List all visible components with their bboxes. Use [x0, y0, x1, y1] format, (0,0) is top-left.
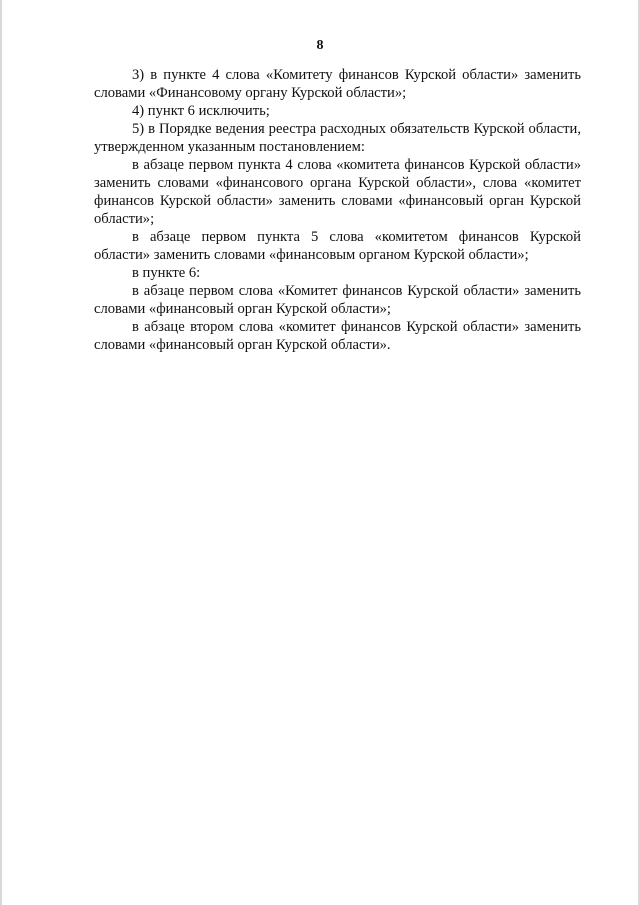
paragraph-item-5: 5) в Порядке ведения реестра расходных обязательств Курской области, утвержденном указанным постановлением:: [94, 121, 581, 155]
paragraph-point-6-second-clause: в абзаце втором слова «комитет финансов Курской области» заменить словами «финансовый орган Курской области».: [94, 319, 581, 353]
paragraph-point-6-heading: в пункте 6:: [132, 265, 201, 281]
page-number: 8: [316, 38, 324, 53]
paragraph-point-4-amendment: в абзаце первом пункта 4 слова «комитета финансов Курской области» заменить словами «финансового органа Курской области», слова «комитет финансов Курской области» заменить словами «финансовый орган Курской области»;: [94, 157, 581, 227]
paragraph-item-4: 4) пункт 6 исключить;: [132, 103, 270, 119]
paragraph-point-5-amendment: в абзаце первом пункта 5 слова «комитетом финансов Курской области» заменить словами «финансовым органом Курской области»;: [94, 229, 581, 263]
paragraph-item-3: 3) в пункте 4 слова «Комитету финансов Курской области» заменить словами «Финансовому органу Курской области»;: [94, 67, 581, 101]
document-body: [94, 66, 581, 354]
paragraph-point-6-first-clause: в абзаце первом слова «Комитет финансов Курской области» заменить словами «финансовый орган Курской области»;: [94, 283, 581, 317]
